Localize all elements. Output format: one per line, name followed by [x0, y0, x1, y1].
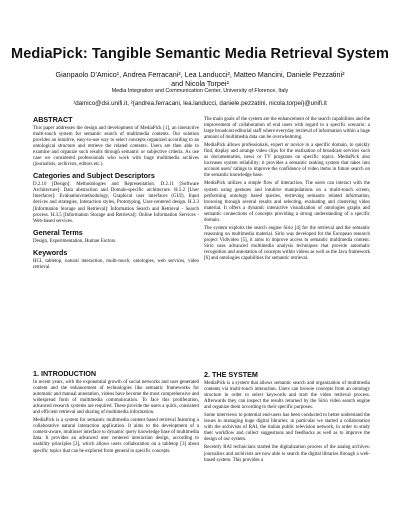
system-section [204, 370, 370, 466]
intro-paragraph-2: MediaPick is a system for semantic multimedia content based retrieval featuring a collaborative natural interaction application. It aims to the development of a context-aware, multiuser interface to dynamic query knowledge base of multimedia data. It provides an advanced user centered interaction design, according to usability principles [2], which allows users collaboration on a tabletop [3] about specific topics that can be explored from general to specific concepts. [33, 418, 199, 454]
authors-line-2: and Nicola Torpei² [171, 79, 229, 88]
intro-section [33, 369, 199, 457]
author-list [30, 70, 370, 88]
intro-heading: 1. INTRODUCTION [33, 369, 97, 378]
system-paragraph-1: MediaPick is a system that allows semantic search and organization of multimedia contents via multi-touch interaction. Users can browse concepts from an ontology structure in order to select keywords and start the video retrieval process. Afterwards they can inspect the results returned by the Sirio video search engine and organize them according to their specific purposes. [204, 381, 370, 411]
keywords-text: HCI, tabletop, natural interaction, multi-touch, ontologies, web services, video retrieval [33, 258, 199, 270]
right-column [204, 117, 370, 264]
abstract-text: This paper addresses the design and development of MediaPick [1], an interactive multi-touch system for semantic search of multimedia contents. Our solution provides an intuitive, easy-to-use way to select concepts organized according to an ontological structure and retrieve the related contents. Users are then able to examine and organize such results through semantic or subjective criteria. As use case we considered professionals who work with huge multimedia archives (journalists, archivists, editors etc.). [33, 126, 199, 168]
categories-text: D.2.10 [Design]: Methodologies and Representation. D.2.11 [Software Architecture]: Data abstraction and Domain-specific architecture. H.5.2 [User Interfaces]: Evaluation/methodology, Graphical user interfaces (GUI), Input devices and strategies, Interaction styles, Prototyping, User-centered design. H.3.3 [Information Storage and Retrieval]: Information Search and Retrieval - Search process. H.3.5 [Information Storage and Retrieval]: Online Information Services - Web-based services. [33, 182, 199, 224]
system-paragraph-2: Some interviews to potential end-users has been conducted to better understand the issues in managing huge digital libraries; in particular we started a collaboration with the archivists of RAI, the italian public television network, in order to study their workflow and collect suggestions and feedbacks as well as to improve the design of our system. [204, 413, 370, 443]
general-terms-text: Design, Experimentation, Human Factors. [33, 238, 117, 244]
keywords-heading: Keywords [33, 247, 68, 257]
author-emails: ¹damico@dsi.unifi.it, ²{andrea.ferracani, lea.landucci, daniele.pezzatini, nicola.torpei}@unifi.it [73, 100, 327, 107]
right-paragraph-3: MediaPick utilizes a simple flow of interaction. The users can interact with the system using gestures and intuitive manipulations on a multi-touch screen, performing ontology based queries, retrieving semantic related information, browsing through several results and selecting, evaluating and clustering video material. It offers a dynamic interactive visualization of ontologies graphs and semantic connections of concepts providing a strong understanding of a specific domain. [204, 181, 370, 223]
system-paragraph-3: Recently RAI technicians started the digitalization process of the analog archives: journalists and archivists are now able to search the digital libraries through a web-based system. This provides a [204, 445, 370, 463]
abstract-heading: ABSTRACT [33, 115, 73, 124]
affiliation [30, 88, 370, 94]
intro-paragraph-1: In recent years, with the exponential growth of social networks and user generated content and the enhancement of technologies like semantic frameworks for automatic and manual annotation, videos have become the most comprehensive and widespread form of multimedia communication. To face this proliferation, advanced research systems are required. These provide the users a quick, consistent and efficient retrieval and sharing of multimedia information. [33, 380, 199, 416]
right-paragraph-4: The system exploits the search engine Sirio [4] for the retrieval and the semantic reasoning on multimedia material. Sirio was developed for the European research project Vidivideo [5], it aims to improve access to semantic multimedia content. Sirio uses advanced multimedia analysis techniques that provide automatic recognition and annotation of concepts within videos as well as the Java framework [6] and ontologies capabilities for semantic retrieval. [204, 225, 370, 262]
right-paragraph-1: The main goals of the system are the enhancement of the search capabilities and the improvement of collaboration of end users with regard to a specific scenario: a large broadcast editorial staff where everyday retrieval of information within a huge amount of multimedia data can be overwhelming. [204, 117, 370, 141]
affiliation-line: Media Integration and Communication Center, University of Florence, Italy [111, 88, 289, 94]
categories-heading: Categories and Subject Descriptors [33, 171, 155, 181]
right-paragraph-2: MediaPick allows professionals, expert or novice in a specific domain, to quickly find, display and arrange video clips for the realization of broadcast services such as documentaries, news or TV programs on specific topics. MediaPick also increases system reliability: it provides a semantic ranking system that takes into account users' ratings to improve the confidence of video items in future search on the semantic knowledge base. [204, 143, 370, 179]
paper-title: MediaPick: Tangible Semantic Media Retrieval System [11, 46, 389, 62]
general-terms-heading: General Terms [33, 227, 83, 237]
authors-line-1: Gianpaolo D'Amico¹, Andrea Ferracani², Lea Landucci², Matteo Mancini, Daniele Pezzatini² [55, 70, 345, 79]
left-column [33, 115, 199, 273]
system-heading: 2. THE SYSTEM [204, 370, 258, 379]
